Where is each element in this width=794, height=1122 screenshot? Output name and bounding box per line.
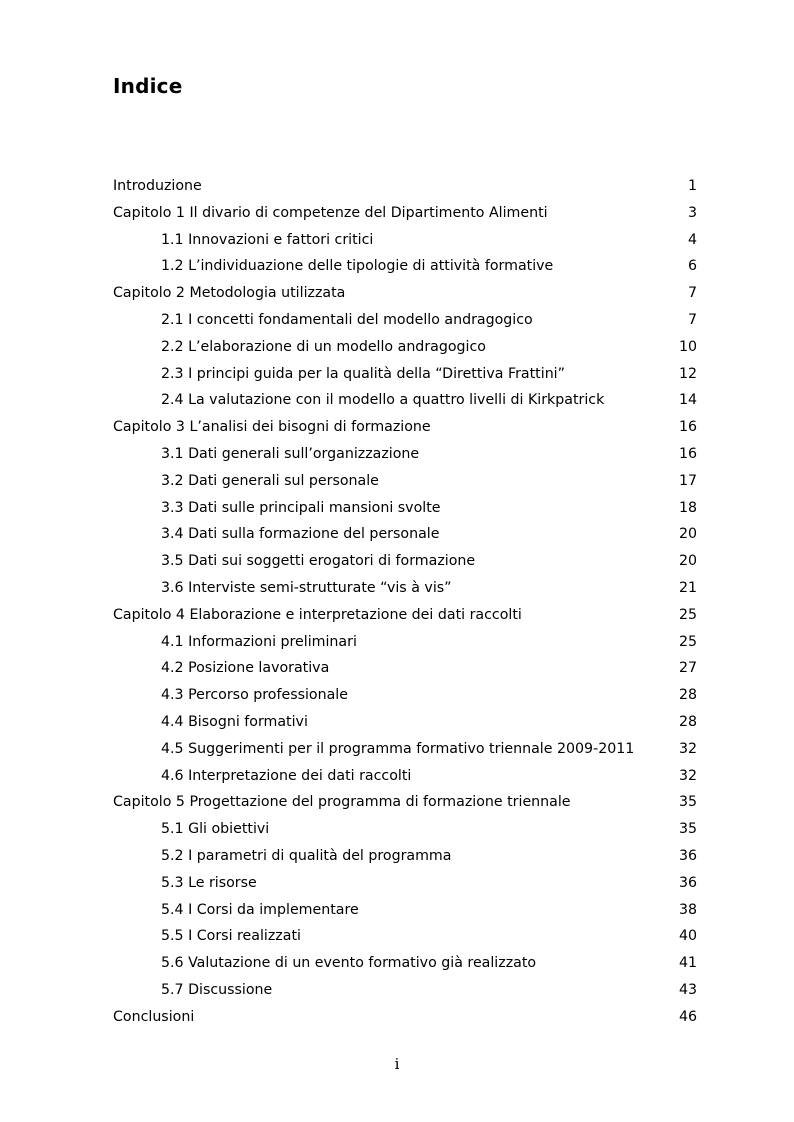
toc-entry-page: 6 — [687, 258, 697, 275]
toc-chapter-entry — [113, 602, 703, 629]
toc-entry-label: 4.6 Interpretazione dei dati raccolti — [161, 767, 412, 784]
toc-entry-page: 20 — [678, 526, 697, 543]
toc-entry-page: 14 — [678, 392, 697, 409]
toc-entry-label: 1.1 Innovazioni e fattori critici — [161, 231, 374, 248]
toc-section-entry — [113, 468, 703, 495]
toc-entry-label: Capitolo 1 Il divario di competenze del Dipartimento Alimenti — [113, 204, 548, 221]
toc-entry-label: 4.4 Bisogni formativi — [161, 713, 308, 730]
toc-entry-label: 5.7 Discussione — [161, 981, 273, 998]
toc-entry-label: 5.3 Le risorse — [161, 874, 257, 891]
toc-entry-page: 36 — [678, 847, 697, 864]
toc-section-entry — [113, 763, 703, 790]
toc-chapter-entry — [113, 1004, 703, 1031]
toc-entry-page: 16 — [678, 419, 697, 436]
toc-entry-page: 25 — [678, 606, 697, 623]
toc-entry-label: Conclusioni — [113, 1008, 195, 1025]
toc-entry-page: 10 — [678, 338, 697, 355]
toc-entry-label: 4.2 Posizione lavorativa — [161, 660, 330, 677]
toc-chapter-entry — [113, 414, 703, 441]
toc-section-entry — [113, 977, 703, 1004]
toc-section-entry — [113, 387, 703, 414]
toc-section-entry — [113, 736, 703, 763]
toc-chapter-entry — [113, 173, 703, 200]
toc-entry-page: 20 — [678, 553, 697, 570]
toc-chapter-entry — [113, 200, 703, 227]
toc-entry-page: 35 — [678, 821, 697, 838]
toc-section-entry — [113, 307, 703, 334]
toc-entry-page: 3 — [687, 204, 697, 221]
toc-entry-page: 7 — [687, 285, 697, 302]
toc-section-entry — [113, 709, 703, 736]
toc-entry-page: 32 — [678, 767, 697, 784]
toc-section-entry — [113, 575, 703, 602]
page-title: Indice — [113, 74, 183, 98]
toc-entry-label: 5.5 I Corsi realizzati — [161, 928, 301, 945]
toc-entry-label: 3.5 Dati sui soggetti erogatori di formazione — [161, 553, 476, 570]
toc-entry-label: 3.4 Dati sulla formazione del personale — [161, 526, 440, 543]
toc-entry-page: 28 — [678, 713, 697, 730]
toc-section-entry — [113, 843, 703, 870]
toc-entry-page: 18 — [678, 499, 697, 516]
toc-entry-page: 25 — [678, 633, 697, 650]
toc-section-entry — [113, 548, 703, 575]
toc-entry-page: 36 — [678, 874, 697, 891]
toc-entry-label: Capitolo 3 L’analisi dei bisogni di formazione — [113, 419, 431, 436]
toc-section-entry — [113, 923, 703, 950]
toc-entry-page: 12 — [678, 365, 697, 382]
toc-entry-page: 17 — [678, 472, 697, 489]
toc-section-entry — [113, 897, 703, 924]
table-of-contents — [113, 173, 703, 1031]
toc-entry-label: 2.1 I concetti fondamentali del modello andragogico — [161, 311, 533, 328]
toc-entry-page: 40 — [678, 928, 697, 945]
toc-entry-page: 41 — [678, 955, 697, 972]
toc-entry-page: 32 — [678, 740, 697, 757]
toc-section-entry — [113, 521, 703, 548]
toc-chapter-entry — [113, 280, 703, 307]
toc-entry-page: 46 — [678, 1008, 697, 1025]
toc-section-entry — [113, 334, 703, 361]
toc-section-entry — [113, 629, 703, 656]
page-number: i — [394, 1055, 400, 1073]
toc-entry-page: 21 — [678, 579, 697, 596]
toc-section-entry — [113, 253, 703, 280]
toc-section-entry — [113, 227, 703, 254]
toc-entry-label: 4.5 Suggerimenti per il programma formativo triennale 2009-2011 — [161, 740, 635, 757]
toc-entry-page: 16 — [678, 445, 697, 462]
toc-entry-page: 1 — [687, 178, 697, 194]
toc-entry-label: 3.3 Dati sulle principali mansioni svolte — [161, 499, 441, 516]
toc-entry-label: Introduzione — [113, 178, 202, 194]
toc-section-entry — [113, 495, 703, 522]
toc-entry-page: 43 — [678, 981, 697, 998]
toc-entry-page: 4 — [687, 231, 697, 248]
toc-entry-page: 27 — [678, 660, 697, 677]
toc-section-entry — [113, 870, 703, 897]
toc-section-entry — [113, 950, 703, 977]
toc-entry-label: Capitolo 5 Progettazione del programma di formazione triennale — [113, 794, 571, 811]
toc-entry-label: 3.2 Dati generali sul personale — [161, 472, 379, 489]
toc-entry-label: 2.3 I principi guida per la qualità della “Direttiva Frattini” — [161, 365, 565, 382]
toc-chapter-entry — [113, 789, 703, 816]
toc-entry-page: 28 — [678, 687, 697, 704]
toc-entry-page: 35 — [678, 794, 697, 811]
toc-section-entry — [113, 816, 703, 843]
toc-entry-page: 7 — [687, 311, 697, 328]
toc-entry-label: 5.1 Gli obiettivi — [161, 821, 270, 838]
toc-entry-label: 3.6 Interviste semi-strutturate “vis à vis” — [161, 579, 452, 596]
toc-entry-label: Capitolo 4 Elaborazione e interpretazione dei dati raccolti — [113, 606, 522, 623]
toc-entry-label: 4.1 Informazioni preliminari — [161, 633, 357, 650]
toc-entry-label: 4.3 Percorso professionale — [161, 687, 348, 704]
toc-section-entry — [113, 682, 703, 709]
toc-section-entry — [113, 361, 703, 388]
toc-entry-label: 5.4 I Corsi da implementare — [161, 901, 359, 918]
toc-entry-label: 2.4 La valutazione con il modello a quattro livelli di Kirkpatrick — [161, 392, 605, 409]
toc-section-entry — [113, 441, 703, 468]
toc-entry-label: 5.2 I parametri di qualità del programma — [161, 847, 452, 864]
toc-section-entry — [113, 655, 703, 682]
toc-entry-label: 1.2 L’individuazione delle tipologie di attività formative — [161, 258, 554, 275]
toc-entry-label: 3.1 Dati generali sull’organizzazione — [161, 445, 420, 462]
toc-entry-label: 5.6 Valutazione di un evento formativo già realizzato — [161, 955, 537, 972]
toc-entry-page: 38 — [678, 901, 697, 918]
toc-entry-label: 2.2 L’elaborazione di un modello andragogico — [161, 338, 486, 355]
toc-entry-label: Capitolo 2 Metodologia utilizzata — [113, 285, 346, 302]
